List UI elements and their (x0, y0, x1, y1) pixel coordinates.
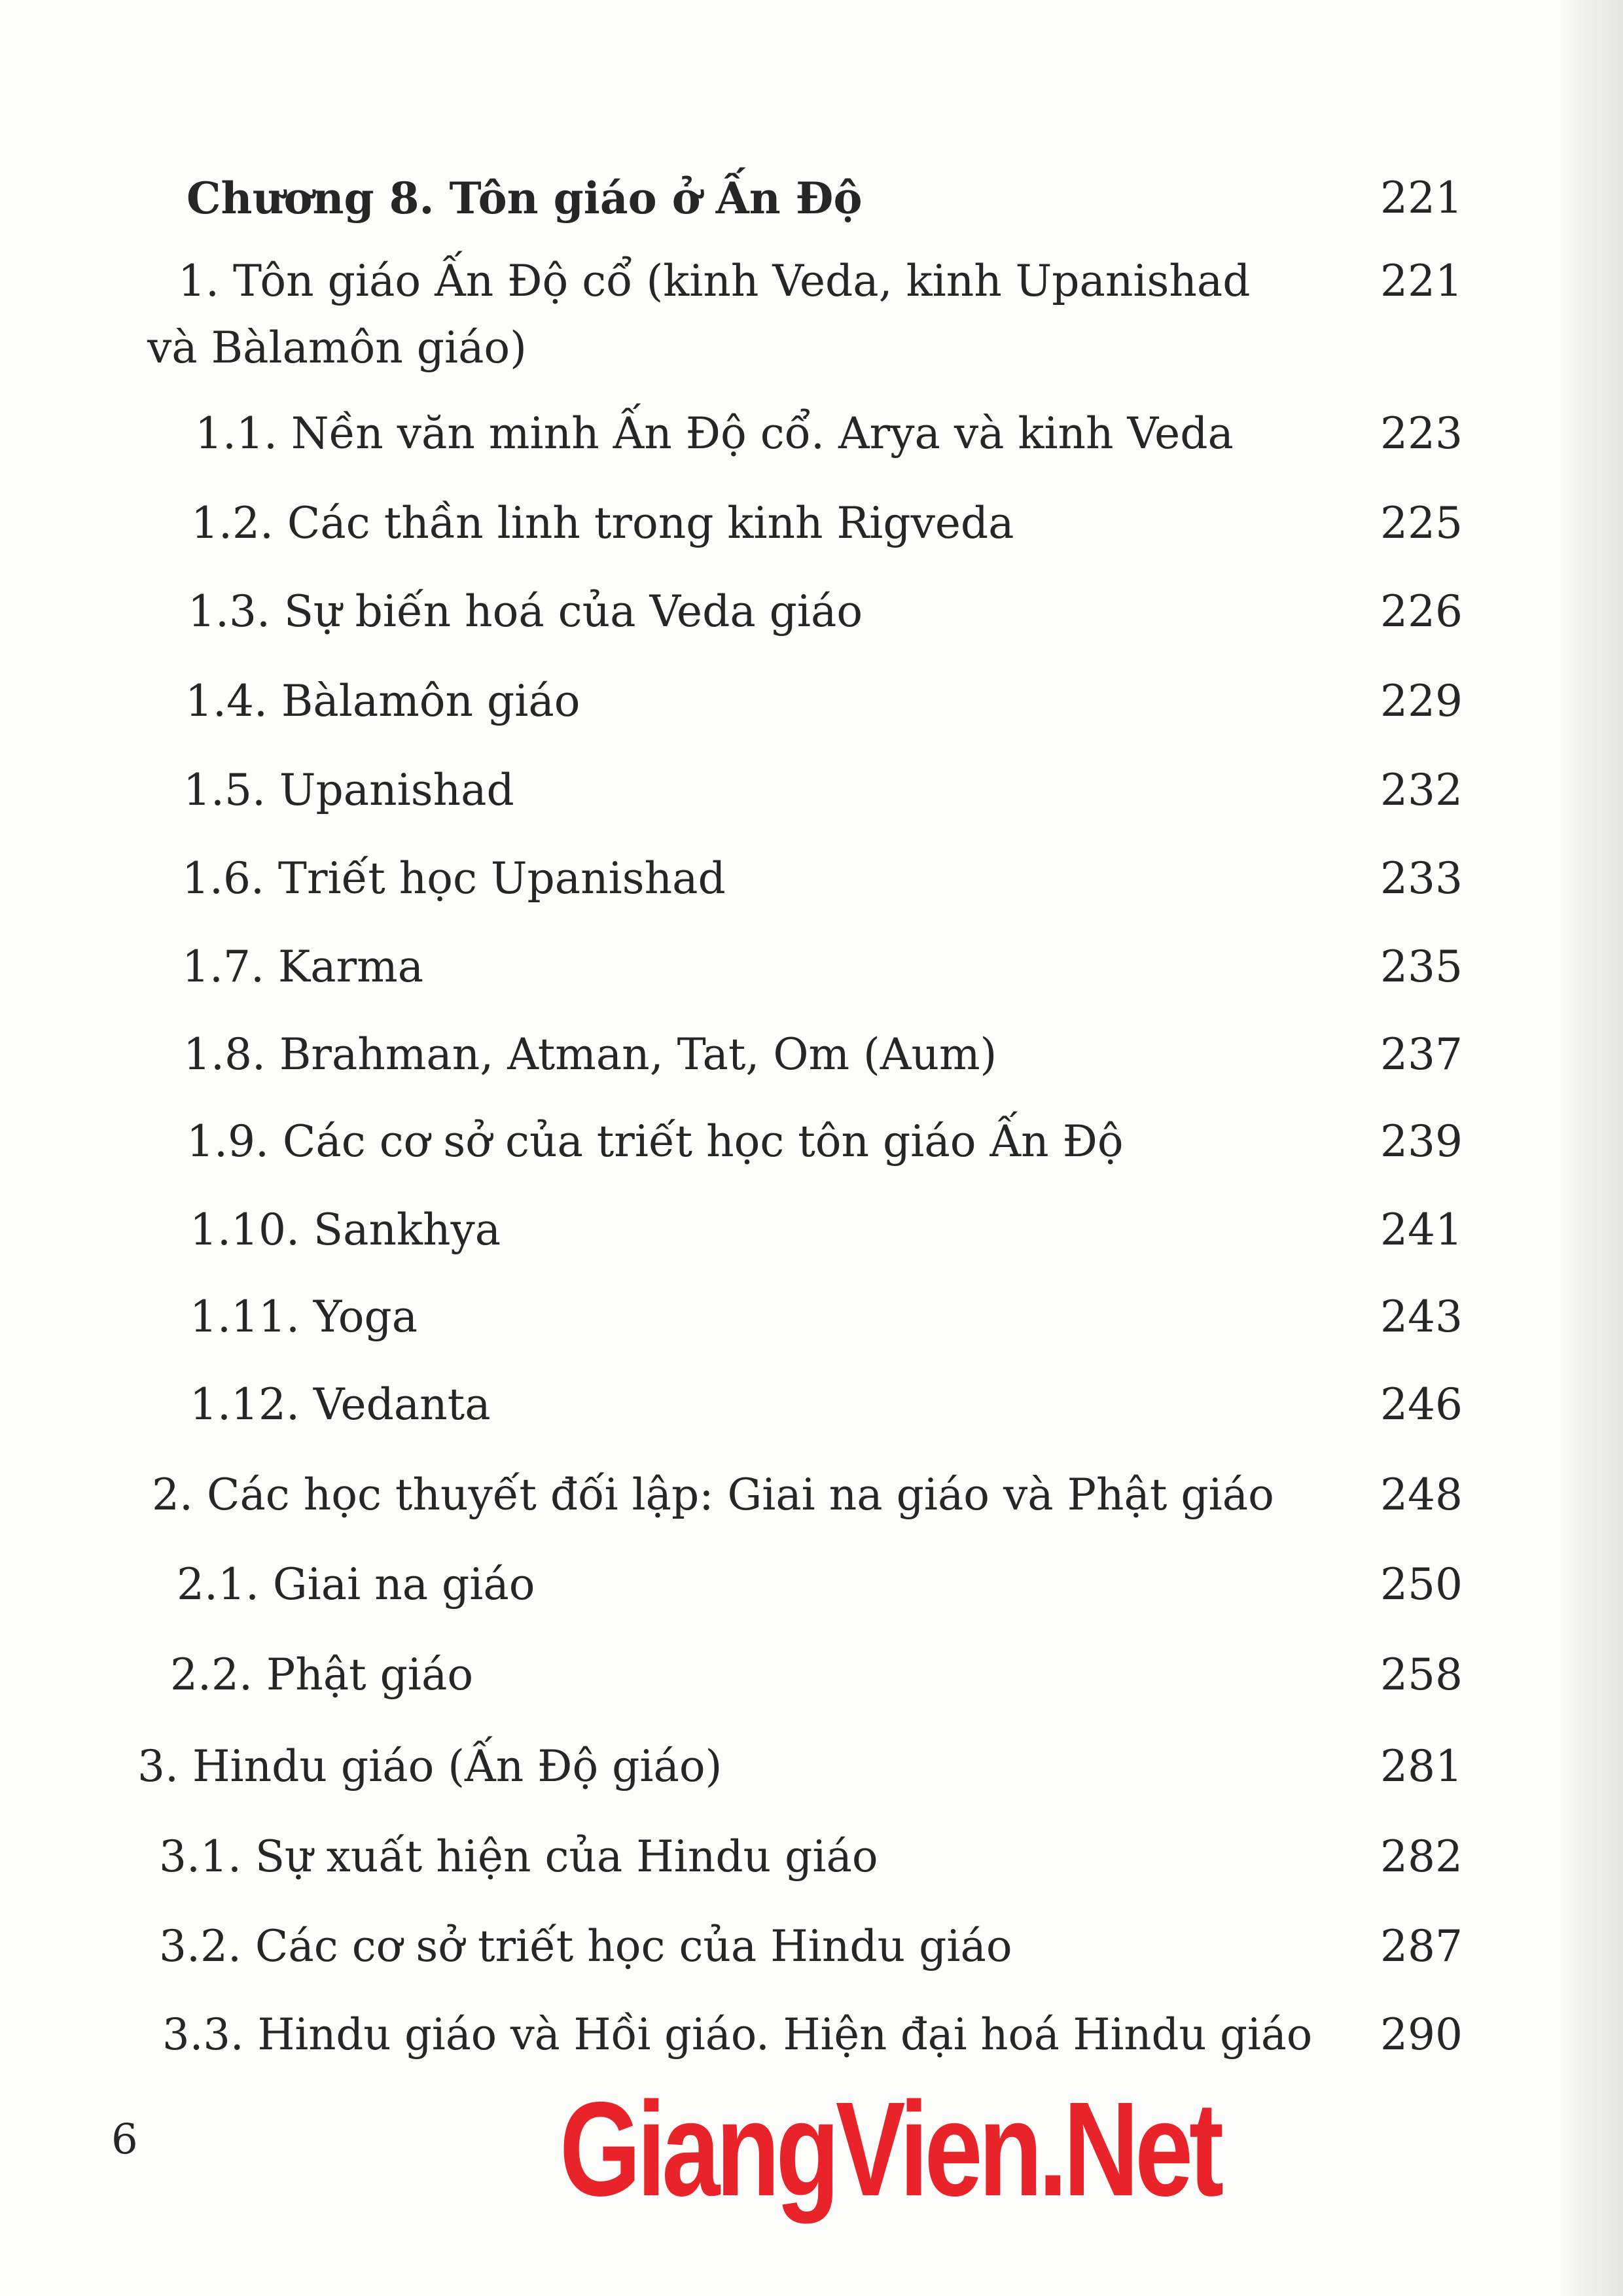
toc-page-number: 237 (1380, 1029, 1463, 1080)
toc-page-number: 235 (1380, 942, 1463, 992)
toc-entry-title: 1.6. Triết học Upanishad (182, 853, 726, 904)
toc-entry-title: 1.7. Karma (182, 942, 424, 992)
toc-entry (0, 1019, 1623, 1091)
toc-entry (0, 245, 1623, 317)
toc-entry (0, 1194, 1623, 1266)
toc-page-number: 246 (1380, 1379, 1463, 1430)
toc-entry (0, 487, 1623, 559)
toc-page-number: 241 (1380, 1205, 1463, 1255)
toc-entry-title: 1.3. Sự biến hoá của Veda giáo (188, 586, 863, 637)
toc-page-number: 232 (1380, 765, 1463, 815)
toc-page-number: 258 (1380, 1650, 1463, 1700)
page-number-folio: 6 (111, 2115, 138, 2164)
watermark-logo: GiangVien.Net (560, 2074, 1220, 2224)
toc-entry-title: 1.8. Brahman, Atman, Tat, Om (Aum) (183, 1029, 997, 1080)
toc-page-number: 221 (1380, 256, 1463, 306)
toc-entry (0, 1731, 1623, 1803)
toc-entry (0, 931, 1623, 1003)
toc-chapter-title: Chương 8. Tôn giáo ở Ấn Độ (187, 173, 863, 224)
toc-entry (0, 1999, 1623, 2071)
toc-entry-title: 1. Tôn giáo Ấn Độ cổ (kinh Veda, kinh Upanishad (178, 256, 1251, 306)
toc-chapter-row (0, 162, 1623, 234)
toc-page-number: 287 (1380, 1921, 1463, 1971)
toc-page-number: 282 (1380, 1831, 1463, 1882)
toc-page-number: 223 (1380, 408, 1463, 459)
toc-entry-title: 1.5. Upanishad (183, 765, 514, 815)
toc-page-number: 281 (1380, 1741, 1463, 1792)
toc-page-number: 225 (1380, 498, 1463, 548)
toc-entry (0, 1549, 1623, 1621)
toc-page-number: 290 (1380, 2009, 1463, 2060)
toc-entry-title: 1.1. Nền văn minh Ấn Độ cổ. Arya và kinh Veda (195, 408, 1234, 459)
toc-entry-title: 3. Hindu giáo (Ấn Độ giáo) (137, 1741, 722, 1792)
toc-page-number: 221 (1380, 173, 1463, 223)
toc-entry-title: 3.1. Sự xuất hiện của Hindu giáo (159, 1831, 878, 1882)
toc-entry (0, 1281, 1623, 1353)
toc-page-number: 248 (1380, 1470, 1463, 1520)
toc-entry (0, 1369, 1623, 1441)
toc-entry-title-continuation: và Bàlamôn giáo) (147, 323, 527, 373)
toc-page-number: 243 (1380, 1292, 1463, 1342)
toc-entry-title: 1.4. Bàlamôn giáo (185, 676, 580, 726)
toc-entry (0, 665, 1623, 737)
toc-entry (0, 843, 1623, 915)
toc-entry-title: 1.12. Vedanta (190, 1379, 491, 1430)
toc-entry (0, 1821, 1623, 1893)
toc-entry (0, 754, 1623, 826)
toc-entry (0, 576, 1623, 648)
toc-entry-title: 1.2. Các thần linh trong kinh Rigveda (191, 498, 1014, 548)
toc-page-number: 233 (1380, 853, 1463, 904)
toc-entry-title: 2. Các học thuyết đối lập: Giai na giáo và Phật giáo (152, 1470, 1274, 1520)
toc-entry-title: 1.9. Các cơ sở của triết học tôn giáo Ấn Độ (187, 1116, 1124, 1167)
toc-entry-title: 2.2. Phật giáo (170, 1650, 474, 1700)
toc-page-number: 229 (1380, 676, 1463, 726)
toc-page-number: 239 (1380, 1116, 1463, 1167)
toc-entry (0, 1459, 1623, 1531)
toc-page-number: 250 (1380, 1559, 1463, 1610)
toc-entry (0, 1911, 1623, 1983)
toc-entry (0, 1106, 1623, 1178)
toc-entry-title: 3.2. Các cơ sở triết học của Hindu giáo (159, 1921, 1012, 1971)
toc-entry-title: 3.3. Hindu giáo và Hồi giáo. Hiện đại hoá Hindu giáo (162, 2009, 1313, 2060)
toc-entry-title: 1.10. Sankhya (190, 1205, 501, 1255)
toc-page-number: 226 (1380, 586, 1463, 637)
toc-entry (0, 398, 1623, 470)
toc-entry-title: 2.1. Giai na giáo (177, 1559, 535, 1610)
toc-entry-title: 1.11. Yoga (190, 1292, 418, 1342)
toc-entry (0, 1639, 1623, 1711)
